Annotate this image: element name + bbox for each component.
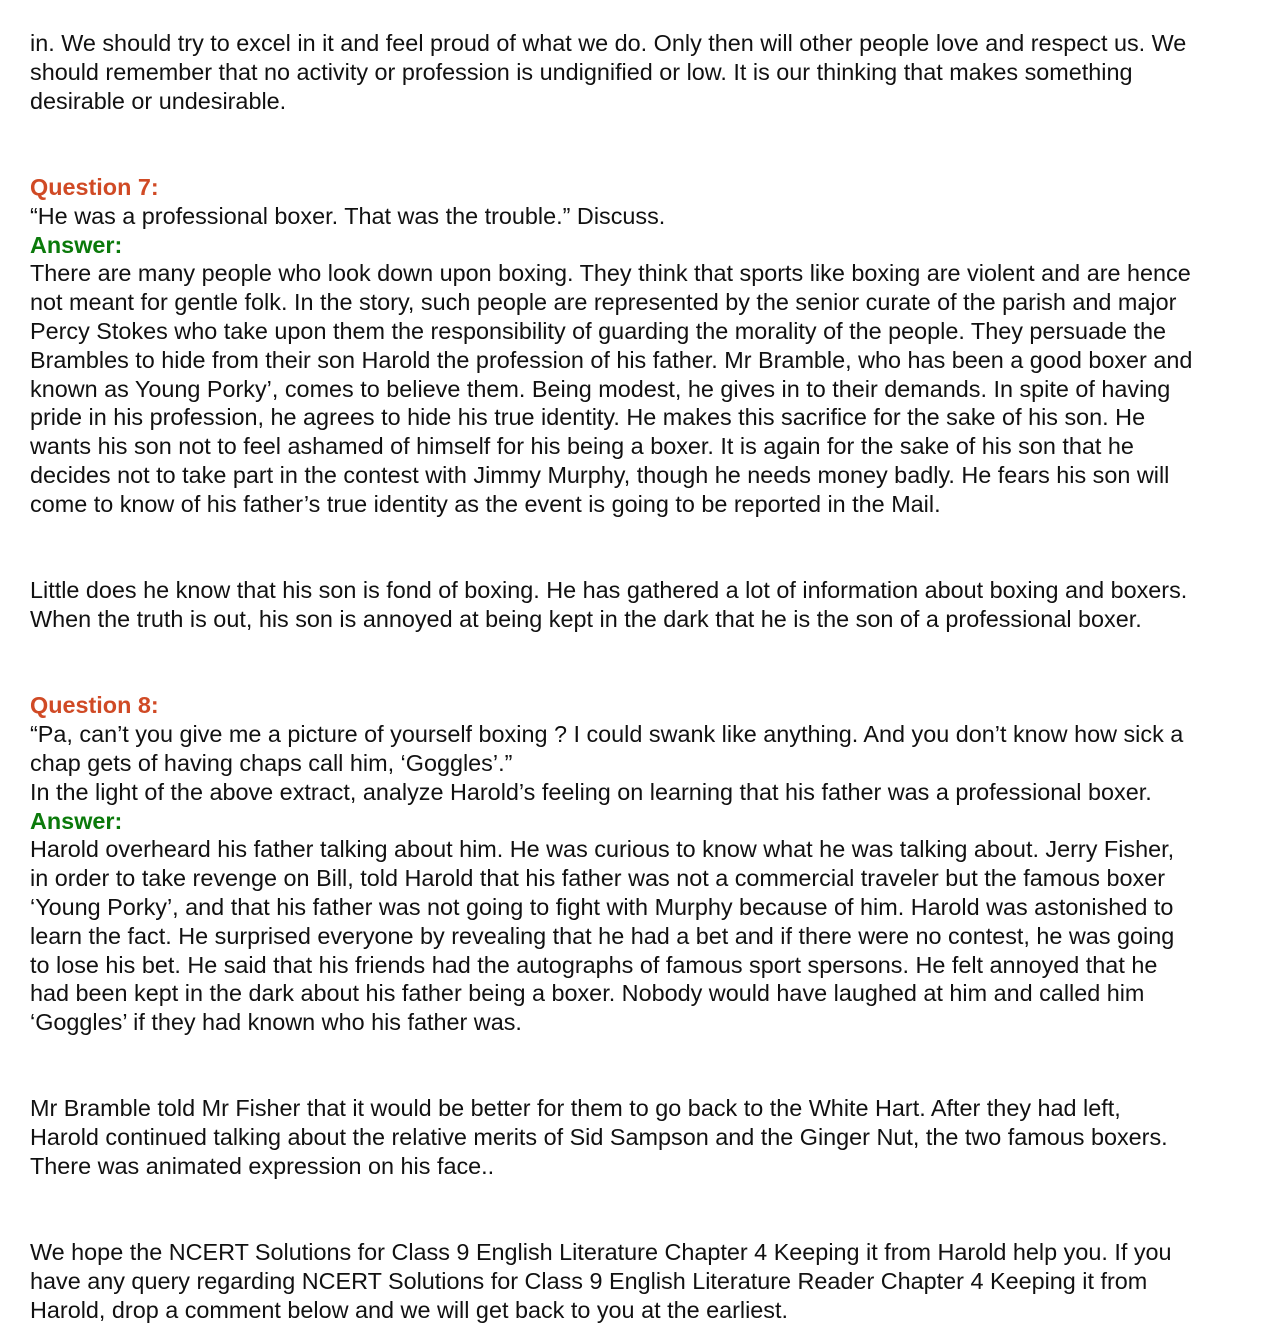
spacer — [30, 634, 1275, 663]
question-8-answer-label: Answer: — [30, 807, 123, 834]
spacer — [30, 519, 1275, 548]
question-8-answer-paragraph-1: Harold overheard his father talking about him. He was curious to know what he was talking about. Jerry Fisher, in order to take revenge on Bill, told Harold that his father was not a commercial traveler but the famous boxer ‘Young Porky’, and that his father was not going to fight with Murphy because of him. Harold was astonished to learn the fact. He surprised everyone by revealing that he had a bet and if there were no contest, he was going to lose his bet. He said that his friends had the autographs of famous sport spersons. He felt annoyed that he had been kept in the dark about his father being a boxer. Nobody would have laughed at him and called him ‘Goggles’ if they had known who his father was. — [30, 836, 1175, 1036]
question-8-label: Question 8: — [30, 692, 159, 719]
question-7-section — [30, 173, 1275, 634]
question-7-text: “He was a professional boxer. That was the trouble.” Discuss. — [30, 202, 666, 229]
closing-paragraph: We hope the NCERT Solutions for Class 9 English Literature Chapter 4 Keeping it from Harold help you. If you have any query regarding NCERT Solutions for Class 9 English Literature Reader Chapter 4 Keeping it from Harold, drop a comment below and we will get back to you at the earliest. — [30, 1239, 1172, 1324]
question-7-answer-label: Answer: — [30, 231, 123, 258]
spacer — [30, 1181, 1275, 1210]
spacer — [30, 144, 1275, 173]
spacer — [30, 547, 1275, 576]
question-7-label: Question 7: — [30, 173, 159, 200]
question-8-answer-paragraph-2: Mr Bramble told Mr Fisher that it would be better for them to go back to the White Hart. After they had left, Harold continued talking about the relative merits of Sid Sampson and the Ginger Nut, the two famous boxers. There was animated expression on his face.. — [30, 1095, 1168, 1180]
question-7-answer-paragraph-1: There are many people who look down upon boxing. They think that sports like boxing are violent and are hence not meant for gentle folk. In the story, such people are represented by the senior curate of the parish and major Percy Stokes who take upon them the responsibility of guarding the morality of the people. They persuade the Brambles to hide from their son Harold the profession of his father. Mr Bramble, who has been a good boxer and known as Young Porky’, comes to believe them. Being modest, he gives in to their demands. In spite of having pride in his profession, he agrees to hide his true identity. He makes this sacrifice for the sake of his son. He wants his son not to feel ashamed of himself for his being a boxer. It is again for the sake of his son that he decides not to take part in the contest with Jimmy Murphy, though he needs money badly. He fears his son will come to know of his father’s true identity as the event is going to be reported in the Mail. — [30, 260, 1193, 517]
spacer — [30, 1037, 1275, 1066]
intro-paragraph: in. We should try to excel in it and feel proud of what we do. Only then will other people love and respect us. We should remember that no activity or profession is undignified or low. It is our thinking that makes something desirable or undesirable. — [30, 30, 1187, 114]
spacer — [30, 115, 1275, 144]
question-8-text: “Pa, can’t you give me a picture of yourself boxing ? I could swank like anything. And you don’t know how sick a chap gets of having chaps call him, ‘Goggles’.” In the light of the above extract, analyze Harold’s feeling on learning that his father was a professional boxer. — [30, 721, 1184, 805]
question-8-section — [30, 691, 1275, 1181]
document-page — [30, 29, 1275, 1325]
spacer — [30, 1210, 1275, 1239]
question-7-answer-paragraph-2: Little does he know that his son is fond of boxing. He has gathered a lot of information about boxing and boxers. When the truth is out, his son is annoyed at being kept in the dark that he is the son of a professional boxer. — [30, 577, 1188, 632]
spacer — [30, 663, 1275, 692]
spacer — [30, 1066, 1275, 1095]
